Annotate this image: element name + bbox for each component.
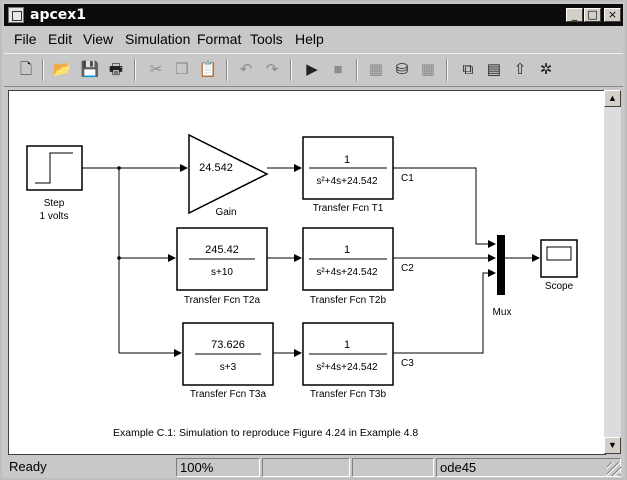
signal-c1-label: C1 bbox=[401, 173, 414, 184]
status-ready: Ready bbox=[9, 459, 47, 474]
vertical-scrollbar[interactable] bbox=[604, 90, 621, 454]
library-browser-icon[interactable]: ⧉ bbox=[462, 61, 474, 78]
start-simulation-play-icon[interactable]: ▶ bbox=[306, 61, 318, 78]
transfer-fcn-t3a-block[interactable] bbox=[183, 323, 273, 385]
stop-simulation-icon[interactable]: ■ bbox=[333, 61, 343, 78]
status-panel-empty bbox=[262, 458, 350, 477]
gain-value: 24.542 bbox=[199, 162, 233, 174]
menu-help[interactable]: Help bbox=[295, 31, 324, 47]
close-button[interactable]: × bbox=[604, 8, 621, 22]
toolbar-separator bbox=[226, 59, 228, 81]
step-block[interactable] bbox=[27, 146, 82, 190]
go-to-parent-arrow-icon[interactable]: ⇧ bbox=[513, 61, 527, 78]
toolbar-separator bbox=[290, 59, 292, 81]
t2a-numerator: 245.42 bbox=[205, 244, 239, 256]
minimize-button[interactable]: _ bbox=[566, 8, 583, 22]
undo-icon[interactable]: ↶ bbox=[239, 61, 253, 78]
transfer-fcn-t2a-block[interactable] bbox=[177, 228, 267, 290]
model-browser-icon[interactable]: ▤ bbox=[486, 61, 502, 78]
toolbar-separator bbox=[134, 59, 136, 81]
status-zoom: 100% bbox=[176, 458, 260, 477]
t1-numerator: 1 bbox=[343, 154, 351, 166]
step-sublabel: 1 volts bbox=[39, 211, 69, 222]
block-diagram bbox=[9, 91, 605, 454]
new-file-icon[interactable]: 🗋 bbox=[19, 61, 33, 78]
signal-c2-label: C2 bbox=[401, 263, 414, 274]
gain-label: Gain bbox=[215, 207, 237, 218]
branch-point bbox=[117, 166, 121, 170]
gain-block[interactable] bbox=[189, 135, 267, 213]
t3b-numerator: 1 bbox=[343, 339, 351, 351]
diagram-caption: Example C.1: Simulation to reproduce Figure 4.24 in Example 4.8 bbox=[113, 427, 419, 439]
print-icon[interactable]: 🖶 bbox=[108, 61, 124, 78]
simulink-model-icon[interactable] bbox=[8, 7, 24, 23]
t2a-denominator: s+10 bbox=[211, 267, 233, 278]
t3a-numerator: 73.626 bbox=[211, 339, 245, 351]
scroll-down-arrow-icon[interactable]: ▼ bbox=[604, 437, 621, 454]
maximize-button[interactable]: □ bbox=[584, 8, 601, 22]
debug-icon[interactable]: ▦ bbox=[420, 61, 436, 78]
redo-icon[interactable]: ↷ bbox=[265, 61, 279, 78]
t2b-denominator: s²+4s+24.542 bbox=[316, 267, 378, 278]
scroll-up-arrow-icon[interactable]: ▲ bbox=[604, 90, 621, 107]
title-bar[interactable] bbox=[4, 4, 623, 26]
model-canvas[interactable] bbox=[8, 90, 606, 455]
branch-point bbox=[117, 256, 121, 260]
t1-denominator: s²+4s+24.542 bbox=[316, 176, 378, 187]
scope-block[interactable] bbox=[541, 240, 577, 277]
build-icon[interactable]: ▦ bbox=[368, 61, 384, 78]
mux-label: Mux bbox=[492, 307, 512, 318]
t3b-denominator: s²+4s+24.542 bbox=[316, 362, 378, 373]
menu-edit[interactable]: Edit bbox=[48, 31, 73, 47]
t3a-label: Transfer Fcn T3a bbox=[189, 389, 267, 400]
t1-label: Transfer Fcn T1 bbox=[312, 203, 384, 214]
cut-scissors-icon[interactable]: ✂ bbox=[149, 61, 163, 78]
menu-format[interactable]: Format bbox=[197, 31, 242, 47]
update-diagram-icon[interactable]: ⛁ bbox=[395, 61, 409, 78]
t2b-numerator: 1 bbox=[343, 244, 351, 256]
menu-simulation[interactable]: Simulation bbox=[125, 31, 191, 47]
options-gear-icon[interactable]: ✲ bbox=[539, 61, 553, 78]
status-panel-empty bbox=[352, 458, 434, 477]
toolbar-separator bbox=[356, 59, 358, 81]
t3b-label: Transfer Fcn T3b bbox=[309, 389, 387, 400]
toolbar-separator bbox=[446, 59, 448, 81]
transfer-fcn-t3b-block[interactable] bbox=[303, 323, 393, 385]
mux-block[interactable] bbox=[497, 235, 505, 295]
menu-file[interactable]: File bbox=[14, 31, 37, 47]
transfer-fcn-t1-block[interactable] bbox=[303, 137, 393, 199]
menu-tools[interactable]: Tools bbox=[250, 31, 283, 47]
copy-icon[interactable]: ❐ bbox=[175, 61, 189, 78]
menu-view[interactable]: View bbox=[83, 31, 114, 47]
step-label: Step bbox=[43, 198, 65, 209]
t2b-label: Transfer Fcn T2b bbox=[309, 295, 387, 306]
status-bar bbox=[4, 457, 623, 478]
menu-bar bbox=[4, 27, 623, 51]
paste-clipboard-icon[interactable]: 📋 bbox=[198, 61, 218, 78]
toolbar bbox=[4, 53, 623, 87]
t2a-label: Transfer Fcn T2a bbox=[183, 295, 261, 306]
signal-c3-label: C3 bbox=[401, 358, 414, 369]
window-title: apcex1 bbox=[30, 7, 87, 23]
toolbar-separator bbox=[42, 59, 44, 81]
status-solver: ode45 bbox=[436, 458, 621, 477]
open-folder-icon[interactable]: 📂 bbox=[52, 61, 72, 78]
scope-label: Scope bbox=[544, 281, 574, 292]
transfer-fcn-t2b-block[interactable] bbox=[303, 228, 393, 290]
resize-grip-icon[interactable] bbox=[607, 462, 621, 476]
save-disk-icon[interactable]: 💾 bbox=[80, 61, 100, 78]
t3a-denominator: s+3 bbox=[219, 362, 237, 373]
